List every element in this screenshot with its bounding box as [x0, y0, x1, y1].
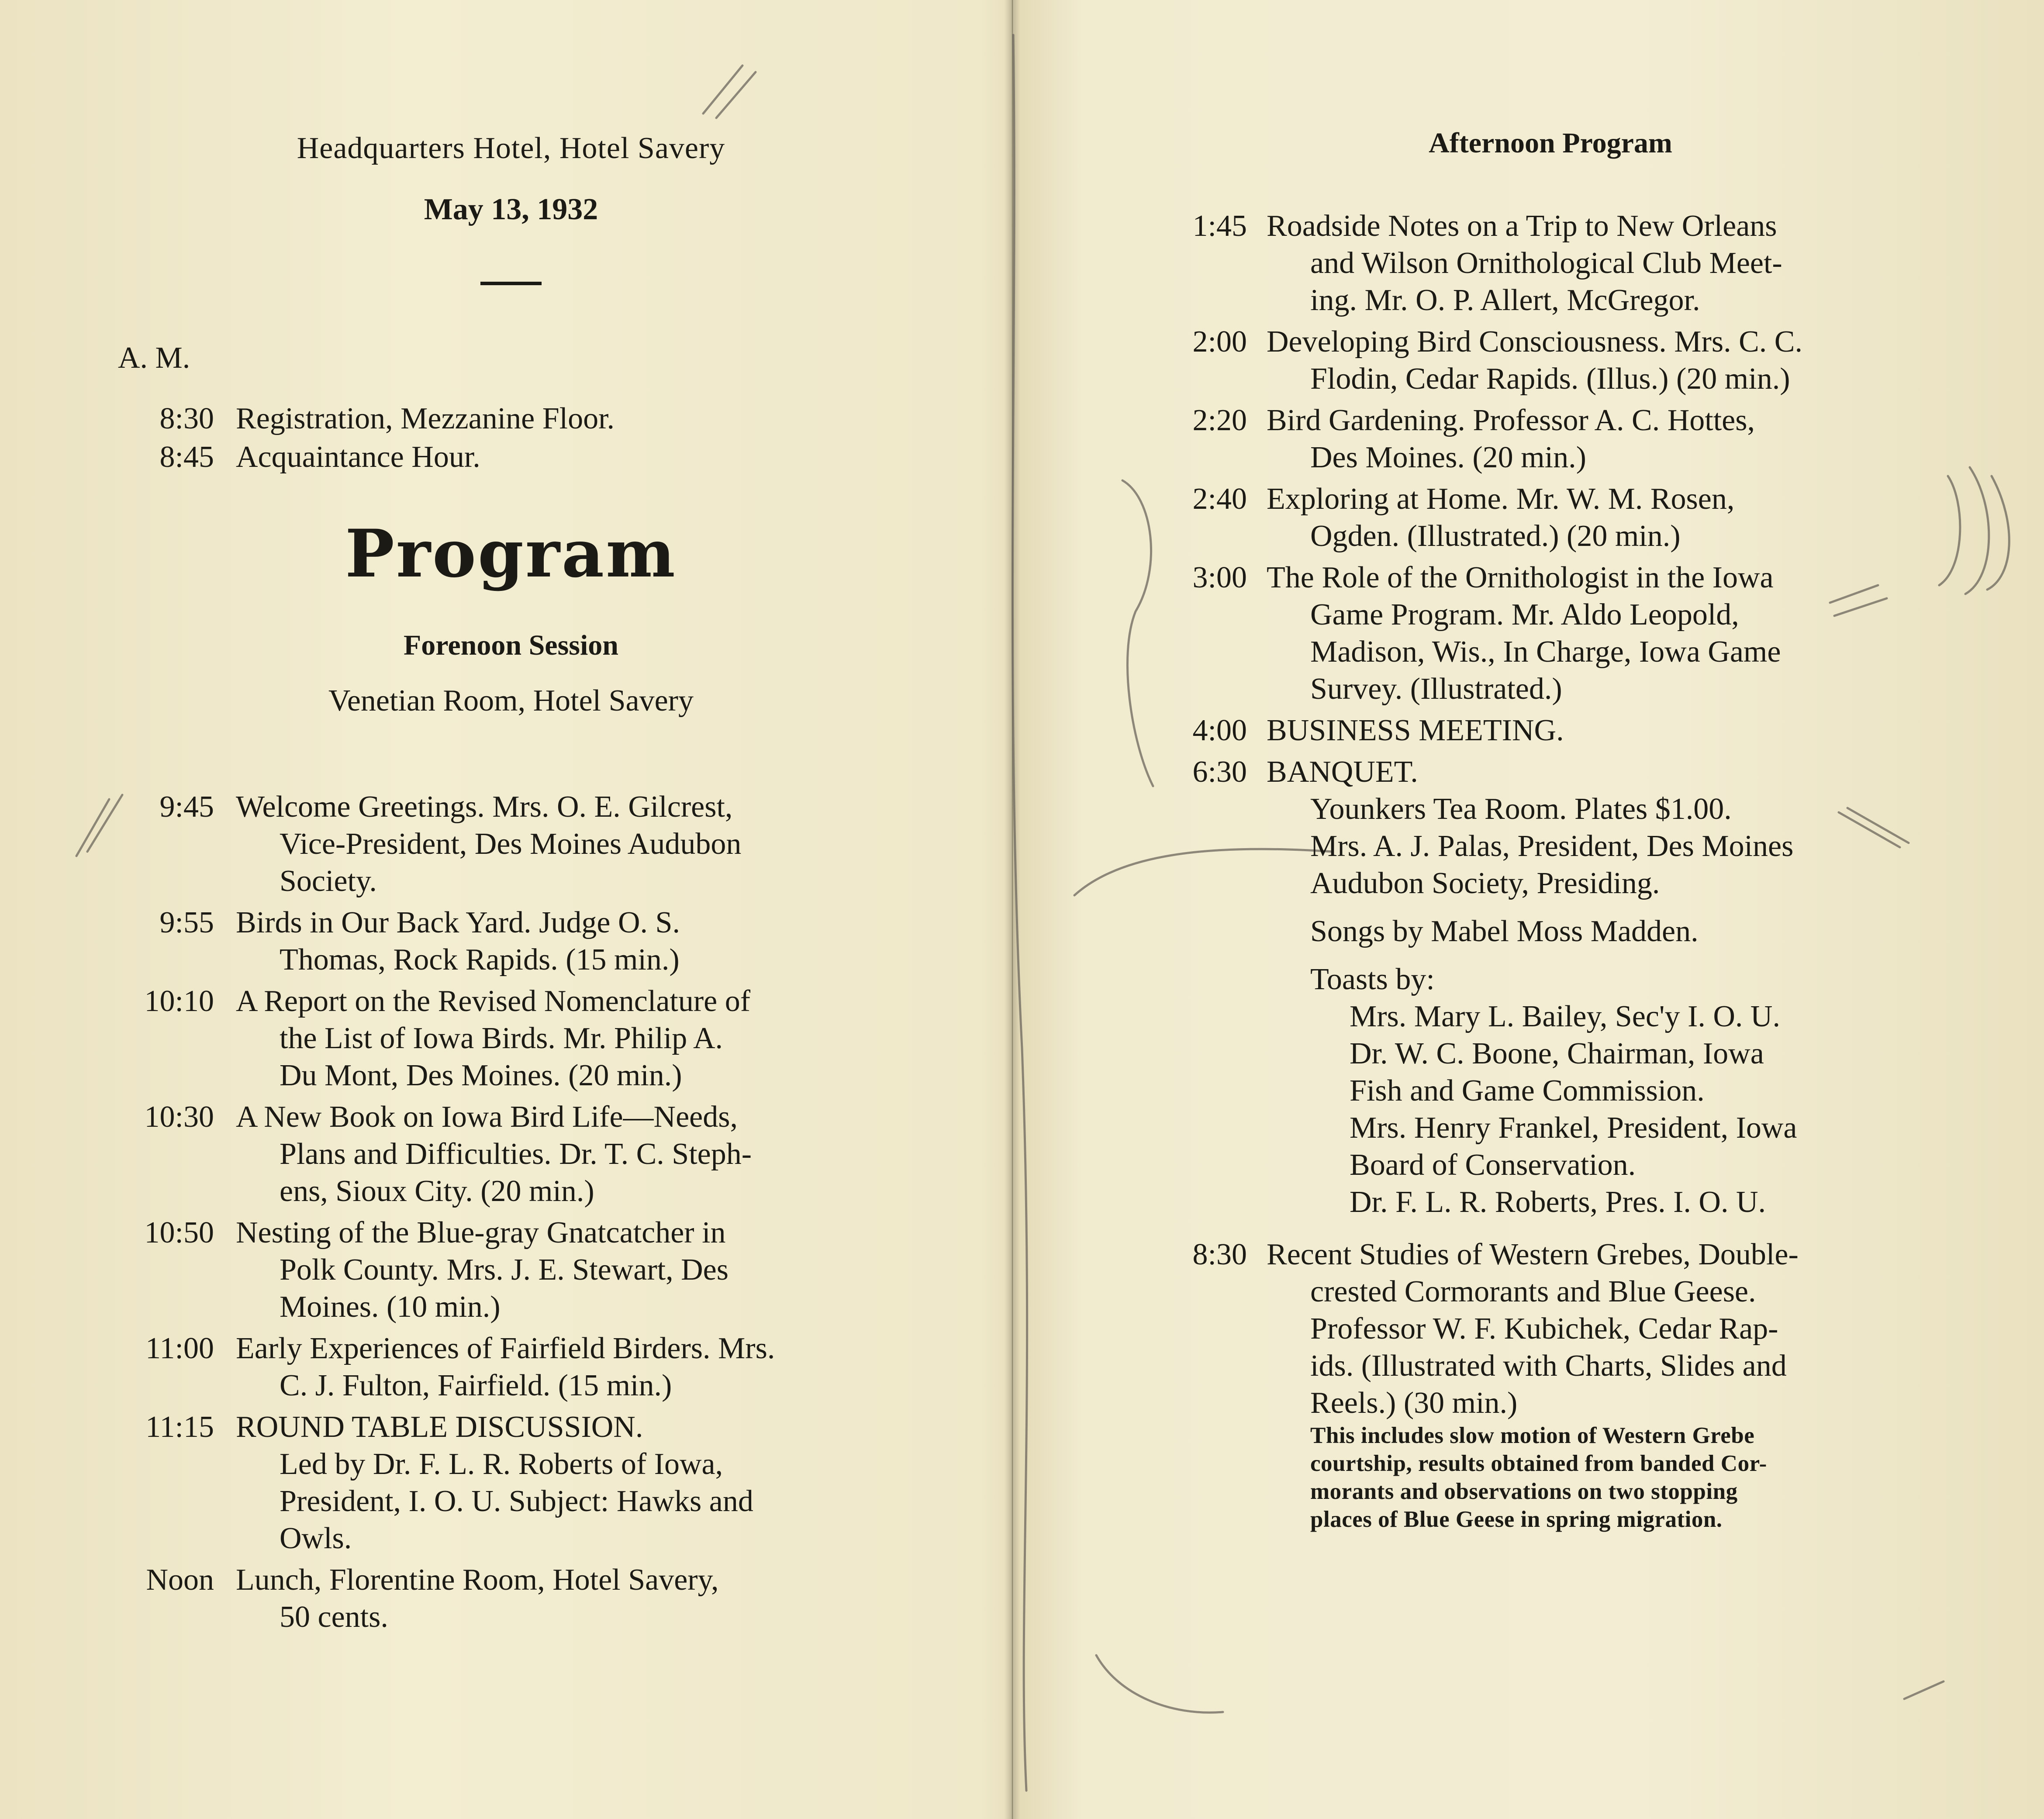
afternoon-title: Afternoon Program: [1429, 127, 1672, 159]
entry-line: BUSINESS MEETING.: [1267, 714, 1564, 747]
schedule-entry: [118, 1561, 904, 1636]
entry-time: 11:15: [145, 1410, 214, 1444]
toasts-label: Toasts by:: [1310, 963, 1435, 996]
entry-line: the List of Iowa Birds. Mr. Philip A.: [280, 1022, 723, 1055]
entry-line: ens, Sioux City. (20 min.): [280, 1174, 594, 1208]
pencil-bottom-right: [1904, 1681, 1944, 1699]
entry-line: President, I. O. U. Subject: Hawks and: [280, 1484, 753, 1518]
schedule-entry: [118, 1214, 904, 1325]
center-fold: [1005, 0, 1020, 1819]
early-schedule: [118, 400, 904, 476]
entry-line: Des Moines. (20 min.): [1310, 441, 1586, 474]
entry-line: Society.: [280, 864, 377, 898]
pencil-slash-left: [76, 795, 122, 856]
program-title: Program: [345, 515, 677, 592]
pencil-bracket-right: [1939, 467, 2009, 594]
forenoon-schedule: [118, 788, 904, 1640]
entry-time: 8:30: [1192, 1238, 1247, 1271]
banquet-songs: Songs by Mabel Moss Madden.: [1310, 915, 1699, 948]
toast-line: Mrs. Mary L. Bailey, Sec'y I. O. U.: [1350, 1000, 1780, 1033]
banquet-detail: Mrs. A. J. Palas, President, Des Moines: [1310, 829, 1794, 863]
early-time: 8:45: [159, 440, 214, 474]
banquet-title: BANQUET.: [1267, 755, 1418, 789]
schedule-entry: [118, 1098, 904, 1210]
entry-time: 9:55: [159, 906, 214, 939]
entry-line: Reels.) (30 min.): [1310, 1386, 1518, 1420]
entry-time: 6:30: [1192, 755, 1247, 789]
entry-line: Professor W. F. Kubichek, Cedar Rap-: [1310, 1312, 1778, 1346]
toast-line: Board of Conservation.: [1350, 1148, 1636, 1182]
entry-line: Birds in Our Back Yard. Judge O. S.: [236, 906, 680, 939]
schedule-entry: [118, 904, 904, 978]
pencil-slash-top: [703, 66, 756, 118]
entry-line: Moines. (10 min.): [280, 1290, 501, 1324]
entry-line: Ogden. (Illustrated.) (20 min.): [1310, 519, 1681, 553]
entry-line: Led by Dr. F. L. R. Roberts of Iowa,: [280, 1447, 723, 1481]
entry-line: C. J. Fulton, Fairfield. (15 min.): [280, 1369, 672, 1402]
entry-line: ing. Mr. O. P. Allert, McGregor.: [1310, 283, 1700, 317]
entry-line: Vice-President, Des Moines Audubon: [280, 827, 742, 861]
entry-line: Exploring at Home. Mr. W. M. Rosen,: [1267, 482, 1735, 516]
entry-line: Lunch, Florentine Room, Hotel Savery,: [236, 1563, 719, 1597]
entry-line: Du Mont, Des Moines. (20 min.): [280, 1059, 682, 1092]
program-date: May 13, 1932: [424, 193, 598, 226]
am-label: A. M.: [118, 341, 190, 375]
evening-note-line: This includes slow motion of Western Grebe: [1310, 1423, 1755, 1448]
toast-line: Mrs. Henry Frankel, President, Iowa: [1350, 1111, 1797, 1145]
entry-line: Owls.: [280, 1522, 352, 1555]
schedule-entry: [118, 983, 904, 1094]
entry-line: Developing Bird Consciousness. Mrs. C. C.: [1267, 325, 1802, 359]
entry-time: 3:00: [1192, 561, 1247, 594]
entry-line: A Report on the Revised Nomenclature of: [236, 984, 751, 1018]
entry-time: 4:00: [1192, 714, 1247, 747]
entry-line: Survey. (Illustrated.): [1310, 672, 1562, 706]
entry-line: Bird Gardening. Professor A. C. Hottes,: [1267, 404, 1755, 437]
early-text: Acquaintance Hour.: [236, 440, 480, 474]
banquet-detail: Audubon Society, Presiding.: [1310, 866, 1660, 900]
entry-line: Roadside Notes on a Trip to New Orleans: [1267, 209, 1777, 243]
entry-line: ids. (Illustrated with Charts, Slides and: [1310, 1349, 1787, 1383]
schedule-entry: [118, 788, 904, 900]
entry-line: Game Program. Mr. Aldo Leopold,: [1310, 598, 1739, 632]
divider-rule: [480, 282, 542, 285]
entry-line: Recent Studies of Western Grebes, Double-: [1267, 1238, 1799, 1271]
entry-line: ROUND TABLE DISCUSSION.: [236, 1410, 643, 1444]
schedule-entry: [1166, 323, 1935, 397]
entry-line: crested Cormorants and Blue Geese.: [1310, 1275, 1756, 1308]
entry-time: 1:45: [1192, 209, 1247, 243]
entry-line: A New Book on Iowa Bird Life—Needs,: [236, 1100, 738, 1134]
entry-time: 9:45: [159, 790, 214, 824]
schedule-entry: [1166, 559, 1935, 708]
entry-line: and Wilson Ornithological Club Meet-: [1310, 246, 1782, 280]
toast-line: Dr. F. L. R. Roberts, Pres. I. O. U.: [1350, 1185, 1766, 1219]
entry-time: 2:00: [1192, 325, 1247, 359]
banquet-detail: Younkers Tea Room. Plates $1.00.: [1310, 792, 1732, 826]
entry-line: Plans and Difficulties. Dr. T. C. Steph-: [280, 1137, 752, 1171]
early-time: 8:30: [159, 402, 214, 435]
entry-time: 10:10: [144, 984, 214, 1018]
schedule-entry: [118, 1408, 904, 1557]
entry-line: Early Experiences of Fairfield Birders. Mrs.: [236, 1332, 775, 1365]
evening-note-line: places of Blue Geese in spring migration.: [1310, 1507, 1723, 1532]
entry-line: The Role of the Ornithologist in the Iowa: [1267, 561, 1774, 594]
entry-time: Noon: [146, 1563, 214, 1597]
pencil-bottom-curve: [1096, 1655, 1223, 1712]
schedule-entry: [118, 1330, 904, 1404]
schedule-entry: [1166, 207, 1935, 319]
entry-line: Flodin, Cedar Rapids. (Illus.) (20 min.): [1310, 362, 1790, 396]
schedule-entry: [1166, 402, 1935, 476]
toast-line: Dr. W. C. Boone, Chairman, Iowa: [1350, 1037, 1764, 1070]
afternoon-schedule: [1166, 207, 1935, 1538]
entry-time: 10:30: [144, 1100, 214, 1134]
session-title: Forenoon Session: [403, 629, 619, 661]
evening-note-line: morants and observations on two stopping: [1310, 1479, 1738, 1504]
entry-time: 10:50: [144, 1216, 214, 1249]
pencil-curve-1: [1122, 480, 1153, 786]
entry-time: 2:20: [1192, 404, 1247, 437]
entry-line: Polk County. Mrs. J. E. Stewart, Des: [280, 1253, 729, 1287]
entry-line: Madison, Wis., In Charge, Iowa Game: [1310, 635, 1781, 669]
early-row: [118, 400, 904, 438]
schedule-entry: [1166, 480, 1935, 555]
entry-time: 11:00: [145, 1332, 214, 1365]
evening-entry: [1166, 1236, 1935, 1533]
schedule-entry: [1166, 712, 1935, 749]
entry-line: 50 cents.: [280, 1600, 388, 1634]
headquarters-line: Headquarters Hotel, Hotel Savery: [297, 131, 725, 165]
evening-note-line: courtship, results obtained from banded Cor-: [1310, 1451, 1767, 1476]
early-row: [118, 438, 904, 476]
entry-line: Nesting of the Blue-gray Gnatcatcher in: [236, 1216, 726, 1249]
toast-line: Fish and Game Commission.: [1350, 1074, 1705, 1108]
early-text: Registration, Mezzanine Floor.: [236, 402, 615, 435]
entry-line: Thomas, Rock Rapids. (15 min.): [280, 943, 680, 977]
entry-line: Welcome Greetings. Mrs. O. E. Gilcrest,: [236, 790, 733, 824]
banquet-entry: [1166, 753, 1935, 1221]
entry-time: 2:40: [1192, 482, 1247, 516]
session-venue: Venetian Room, Hotel Savery: [328, 684, 694, 718]
